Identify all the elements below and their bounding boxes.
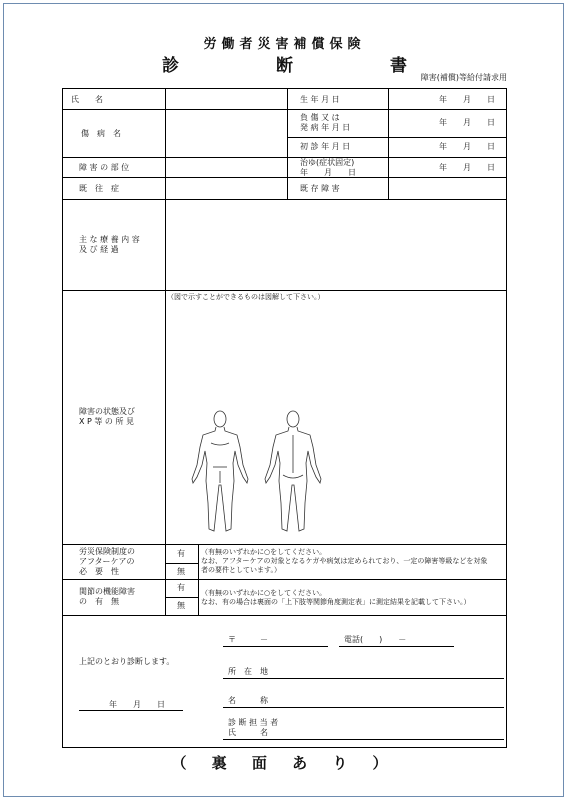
form-title: 労働者災害補償保険 — [203, 37, 366, 52]
joint-note: （有無のいずれかに○をしてください。 なお、有の場合は裏面の「上下肢等関節角度測定表」に測定結果を記載して下さい。） — [201, 589, 471, 606]
first-exam-label: 初 診 年 月 日 — [300, 142, 351, 151]
condition-label: 障害の状態及び X P 等 の 所 見 — [79, 407, 135, 426]
birth-value: 年 月 日 — [439, 95, 495, 104]
reverse-side-note: （ 裏 面 あ り ） — [171, 754, 398, 772]
postal-code[interactable]: 〒 － — [228, 635, 268, 644]
injury-label: 傷 病 名 — [81, 129, 121, 138]
form-note: 障害(補償)等給付請求用 — [420, 73, 507, 82]
certify-date[interactable]: 年 月 日 — [109, 700, 165, 709]
aftercare-note: （有無のいずれかに○をしてください。 なお、アフターケアの対象となるケガや病気は定められており、一定の障害等級などを対象 者の要件としています。） — [201, 548, 488, 574]
treatment-label: 主 な 療 養 内 容 及 び 経 過 — [79, 235, 140, 254]
history-label: 既 往 症 — [79, 184, 119, 193]
org-name-label: 名 称 — [228, 696, 268, 705]
joint-yes[interactable]: 有 — [177, 583, 185, 592]
injured-date-label: 負 傷 又 は 発 病 年 月 日 — [300, 113, 351, 132]
address-label: 所 在 地 — [228, 667, 268, 676]
back-body-outline — [265, 411, 321, 531]
first-exam-value: 年 月 日 — [439, 142, 495, 151]
joint-label: 関節の機能障害 の 有 無 — [79, 587, 135, 606]
name-label: 氏 名 — [71, 95, 103, 104]
joint-no[interactable]: 無 — [177, 601, 185, 610]
aftercare-no[interactable]: 無 — [177, 567, 185, 576]
cure-label: 治ゆ(症状固定) 年 月 日 — [300, 158, 356, 177]
aftercare-yes[interactable]: 有 — [177, 549, 185, 558]
aftercare-label: 労災保険制度の アフターケアの 必 要 性 — [79, 547, 135, 576]
cure-value: 年 月 日 — [439, 163, 495, 172]
form-subtitle: 診 断 書 — [162, 56, 447, 76]
injured-date-value: 年 月 日 — [439, 118, 495, 127]
body-diagram-figure — [183, 407, 333, 537]
phone-number[interactable]: 電話( ) － — [344, 635, 407, 644]
certify-statement: 上記のとおり診断します。 — [79, 657, 175, 666]
doctor-label: 診 断 担 当 者 氏 名 — [228, 718, 279, 737]
existing-label: 既 存 障 害 — [300, 184, 340, 193]
birth-label: 生 年 月 日 — [300, 95, 340, 104]
diagnosis-table — [62, 88, 507, 748]
part-label: 障 害 の 部 位 — [79, 163, 130, 172]
front-body-outline — [192, 411, 248, 531]
condition-note: （図で示すことができるものは図解して下さい。） — [167, 293, 325, 301]
